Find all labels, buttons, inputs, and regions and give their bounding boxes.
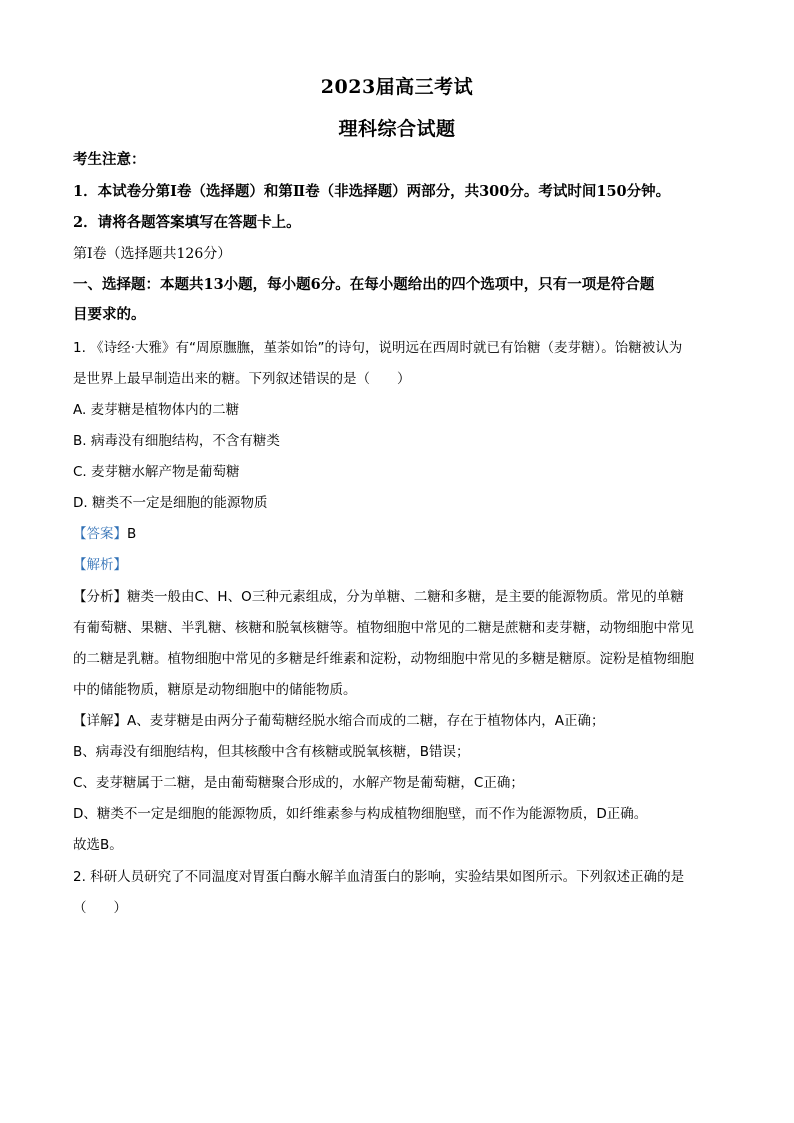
xiangjie-line-d: D、糖类不一定是细胞的能源物质，如纤维素参与构成植物细胞壁，而不作为能源物质，D正确。 [73, 806, 648, 822]
fenxi-line-1 [73, 587, 753, 607]
q1-conclusion: 故选B。 [73, 837, 123, 853]
answer-tag: 【答案】 [73, 526, 127, 542]
q1-stem-line-2: 是世界上最早制造出来的糖。下列叙述错误的是（ ） [73, 371, 411, 387]
q1-option-d: D. 糖类不一定是细胞的能源物质 [73, 495, 268, 511]
fenxi-line-4: 中的储能物质，糖原是动物细胞中的储能物质。 [73, 682, 357, 698]
fenxi-tag: 【分析】 [73, 589, 127, 605]
q2-stem-line-1: 2. 科研人员研究了不同温度对胃蛋白酶水解羊血清蛋白的影响，实验结果如图所示。下列叙述正确的是 [73, 869, 685, 885]
part-heading: 第Ⅰ卷（选择题共126分） [73, 246, 232, 262]
fenxi-text-1: 糖类一般由C、H、O三种元素组成，分为单糖、二糖和多糖，是主要的能源物质。常见的单糖 [127, 589, 684, 605]
q1-option-a: A. 麦芽糖是植物体内的二糖 [73, 402, 240, 418]
notice-heading: 考生注意： [73, 151, 146, 168]
q1-answer [73, 524, 753, 544]
answer-value: B [127, 526, 137, 542]
xiangjie-tag: 【详解】 [73, 713, 127, 729]
fenxi-line-2: 有葡萄糖、果糖、半乳糖、核糖和脱氧核糖等。植物细胞中常见的二糖是蔗糖和麦芽糖，动物细胞中常见 [73, 620, 694, 636]
section-instructions-line-2: 目要求的。 [73, 306, 146, 323]
q2-stem-line-2: （ ） [73, 900, 127, 916]
q1-stem-line-1: 1. 《诗经·大雅》有“周原膴膴，堇荼如饴”的诗句，说明远在西周时就已有饴糖（麦芽糖）。饴糖被认为 [73, 340, 683, 356]
xiangjie-line-b: B、病毒没有细胞结构，但其核酸中含有核糖或脱氧核糖，B错误； [73, 744, 470, 760]
q1-option-c: C. 麦芽糖水解产物是葡萄糖 [73, 464, 240, 480]
xiangjie-line-c: C、麦芽糖属于二糖，是由葡萄糖聚合形成的，水解产物是葡萄糖，C正确； [73, 775, 524, 791]
q1-option-b: B. 病毒没有细胞结构，不含有糖类 [73, 433, 280, 449]
exam-subtitle: 理科综合试题 [338, 118, 456, 140]
section-instructions-line-1: 一、选择题：本题共13小题，每小题6分。在每小题给出的四个选项中，只有一项是符合题 [73, 276, 655, 293]
xiangjie-line-a [73, 711, 753, 731]
analysis-tag: 【解析】 [73, 557, 127, 573]
xiangjie-text-a: A、麦芽糖是由两分子葡萄糖经脱水缩合而成的二糖，存在于植物体内，A正确； [127, 713, 605, 729]
notice-item-2: 2．请将各题答案填写在答题卡上。 [73, 214, 301, 231]
exam-title: 2023届高三考试 [320, 76, 474, 98]
notice-item-1: 1．本试卷分第Ⅰ卷（选择题）和第Ⅱ卷（非选择题）两部分，共300分。考试时间150分钟。 [73, 183, 671, 200]
fenxi-line-3: 的二糖是乳糖。植物细胞中常见的多糖是纤维素和淀粉，动物细胞中常见的多糖是糖原。淀粉是植物细胞 [73, 651, 694, 667]
